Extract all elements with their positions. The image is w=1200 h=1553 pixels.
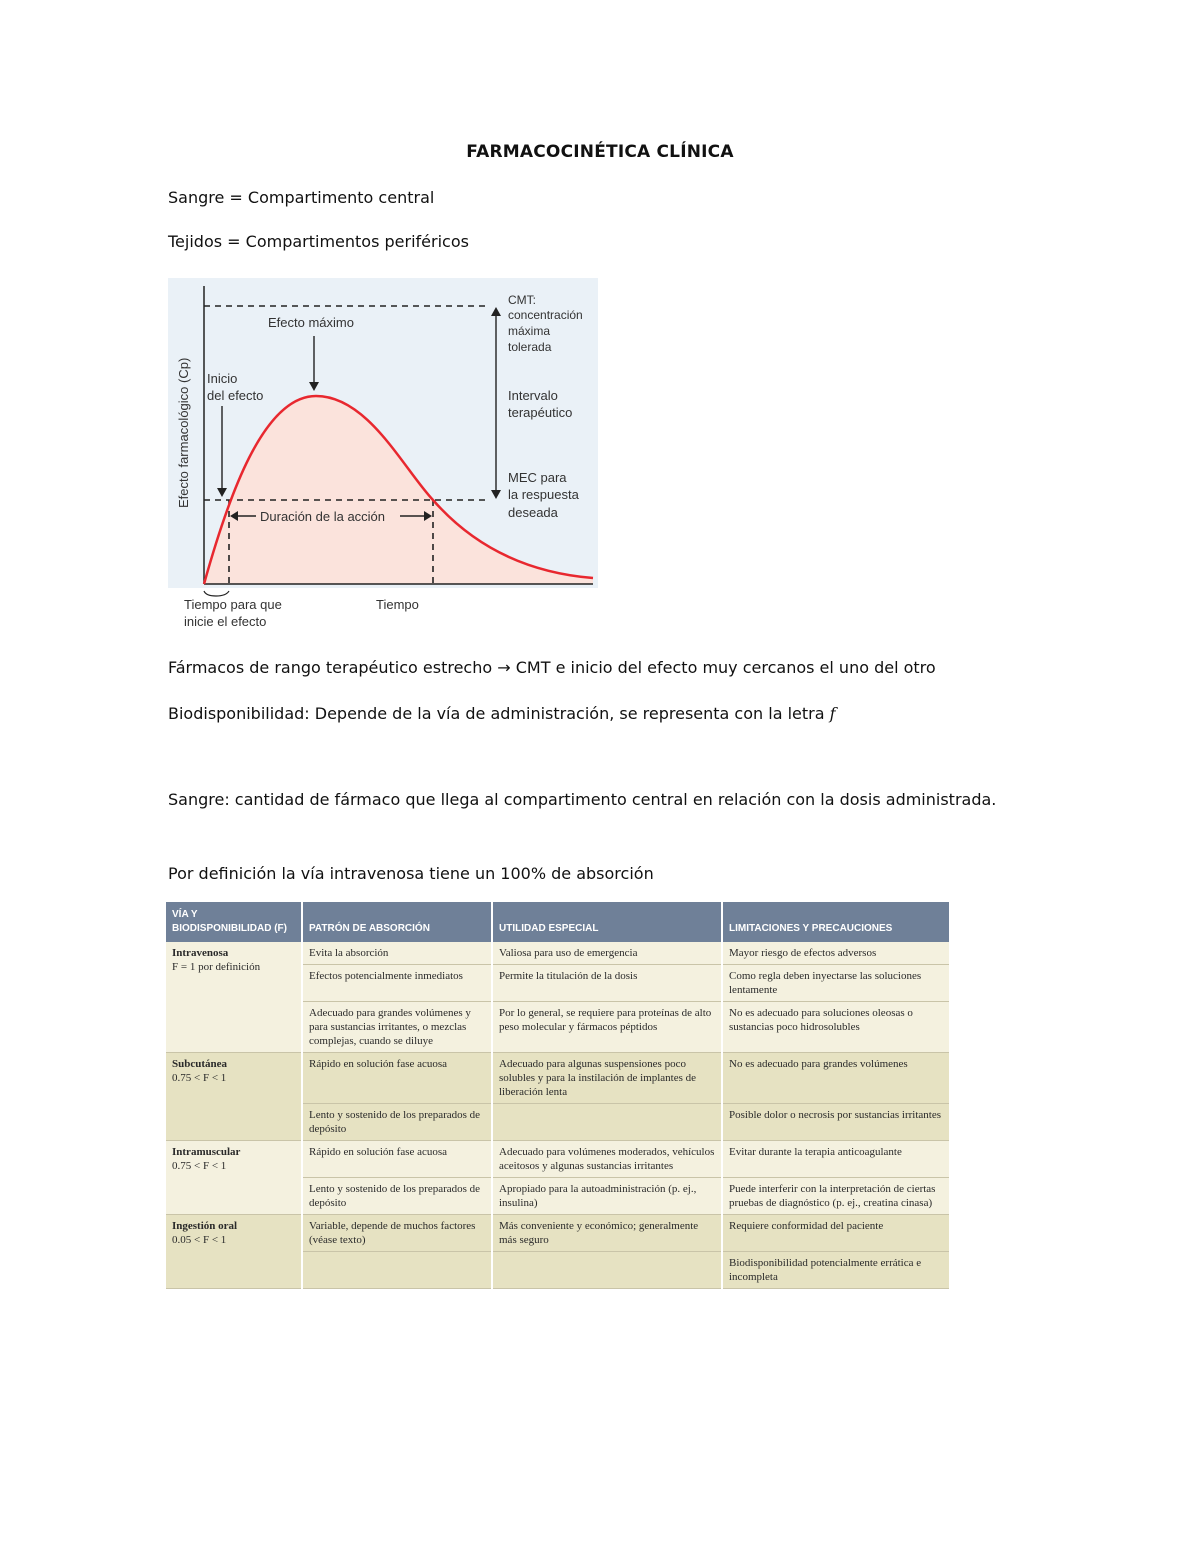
special-utility-cell: Adecuado para algunas suspensiones poco solubles y para la instilación de implantes de liberación lenta	[492, 1053, 722, 1104]
onset-brace	[204, 591, 229, 596]
header-limitaciones: LIMITACIONES Y PRECAUCIONES	[722, 902, 950, 942]
header-patron: PATRÓN DE ABSORCIÓN	[302, 902, 492, 942]
table-header-row	[166, 902, 950, 942]
absorption-pattern-cell: Variable, depende de muchos factores (véase texto)	[302, 1215, 492, 1252]
label-tiempo-para-1: Tiempo para que	[184, 597, 282, 612]
special-utility-cell: Permite la titulación de la dosis	[492, 965, 722, 1002]
line-farmacos-rango: Fármacos de rango terapéutico estrecho → CMT e inicio del efecto muy cercanos el uno del otro	[168, 658, 936, 677]
table-row	[166, 1215, 950, 1252]
limitations-cell: Como regla deben inyectarse las soluciones lentamente	[722, 965, 950, 1002]
route-bioavailability: 0.75 < F < 1	[172, 1160, 227, 1172]
absorption-pattern-cell: Rápido en solución fase acuosa	[302, 1053, 492, 1104]
limitations-cell: Puede interferir con la interpretación de ciertas pruebas de diagnóstico (p. ej., creatina cinasa)	[722, 1178, 950, 1215]
special-utility-cell	[492, 1252, 722, 1289]
line-tejidos: Tejidos = Compartimentos periféricos	[168, 232, 469, 251]
absorption-pattern-cell: Lento y sostenido de los preparados de depósito	[302, 1178, 492, 1215]
label-mec-1: MEC para	[508, 470, 567, 485]
special-utility-cell	[492, 1104, 722, 1141]
label-intervalo-2: terapéutico	[508, 405, 573, 420]
table-row	[166, 1053, 950, 1104]
document-title: FARMACOCINÉTICA CLÍNICA	[466, 142, 734, 162]
label-tiempo-para-2: inicie el efecto	[184, 614, 267, 629]
absorption-pattern-cell: Rápido en solución fase acuosa	[302, 1141, 492, 1178]
table-body	[166, 942, 950, 1289]
route-cell	[166, 1053, 302, 1141]
figure-ylabel: Efecto farmacológico (Cp)	[176, 357, 191, 508]
absorption-pattern-cell	[302, 1252, 492, 1289]
label-mec-2: la respuesta	[508, 487, 579, 502]
table-row	[166, 1141, 950, 1178]
biodisponibilidad-letter: f	[829, 704, 836, 723]
table-row	[166, 942, 950, 965]
absorption-pattern-cell: Efectos potencialmente inmediatos	[302, 965, 492, 1002]
route-name: Subcutánea	[172, 1058, 228, 1070]
route-bioavailability: 0.05 < F < 1	[172, 1234, 227, 1246]
limitations-cell: No es adecuado para soluciones oleosas o sustancias poco hidrosolubles	[722, 1002, 950, 1053]
line-sangre-definicion: Sangre: cantidad de fármaco que llega al compartimento central en relación con la dosis administrada.	[168, 790, 997, 809]
label-cmt-3: máxima	[508, 324, 551, 338]
route-bioavailability: 0.75 < F < 1	[172, 1072, 227, 1084]
special-utility-cell: Por lo general, se requiere para proteínas de alto peso molecular y fármacos péptidos	[492, 1002, 722, 1053]
line-biodisponibilidad	[168, 700, 1028, 728]
pharmacodynamic-figure	[168, 278, 598, 633]
special-utility-cell: Apropiado para la autoadministración (p. ej., insulina)	[492, 1178, 722, 1215]
label-duracion: Duración de la acción	[260, 509, 386, 524]
absorption-pattern-cell: Adecuado para grandes volúmenes y para sustancias irritantes, o mezclas complejas, cuando se diluye	[302, 1002, 492, 1053]
limitations-cell: Posible dolor o necrosis por sustancias irritantes	[722, 1104, 950, 1141]
route-name: Intramuscular	[172, 1146, 241, 1158]
route-name: Intravenosa	[172, 947, 229, 959]
route-cell	[166, 1215, 302, 1289]
absorption-pattern-cell: Evita la absorción	[302, 942, 492, 965]
route-name: Ingestión oral	[172, 1220, 238, 1232]
header-via: VÍA Y BIODISPONIBILIDAD (F)	[166, 902, 302, 942]
limitations-cell: Mayor riesgo de efectos adversos	[722, 942, 950, 965]
absorption-table	[166, 902, 951, 1289]
header-utilidad: UTILIDAD ESPECIAL	[492, 902, 722, 942]
absorption-pattern-cell: Lento y sostenido de los preparados de depósito	[302, 1104, 492, 1141]
line-intravenosa: Por definición la vía intravenosa tiene un 100% de absorción	[168, 864, 654, 883]
limitations-cell: No es adecuado para grandes volúmenes	[722, 1053, 950, 1104]
special-utility-cell: Adecuado para volúmenes moderados, vehículos aceitosos y algunas sustancias irritantes	[492, 1141, 722, 1178]
label-mec-3: deseada	[508, 505, 558, 520]
label-inicio-2: del efecto	[207, 388, 264, 403]
biodisponibilidad-text: Biodisponibilidad: Depende de la vía de administración, se representa con la letra	[168, 704, 825, 723]
label-cmt-2: concentración	[508, 308, 583, 322]
label-efecto-maximo: Efecto máximo	[268, 315, 354, 330]
absorption-table-wrapper	[166, 902, 950, 1289]
limitations-cell: Biodisponibilidad potencialmente errática e incompleta	[722, 1252, 950, 1289]
limitations-cell: Requiere conformidad del paciente	[722, 1215, 950, 1252]
special-utility-cell: Valiosa para uso de emergencia	[492, 942, 722, 965]
label-intervalo-1: Intervalo	[508, 388, 558, 403]
limitations-cell: Evitar durante la terapia anticoagulante	[722, 1141, 950, 1178]
line-sangre-central: Sangre = Compartimento central	[168, 188, 435, 207]
label-cmt-1: CMT:	[508, 293, 536, 307]
route-cell	[166, 942, 302, 1053]
route-bioavailability: F = 1 por definición	[172, 961, 261, 973]
label-cmt-4: tolerada	[508, 340, 552, 354]
label-inicio-1: Inicio	[207, 371, 238, 386]
route-cell	[166, 1141, 302, 1215]
special-utility-cell: Más conveniente y económico; generalmente más seguro	[492, 1215, 722, 1252]
label-tiempo: Tiempo	[376, 597, 419, 612]
